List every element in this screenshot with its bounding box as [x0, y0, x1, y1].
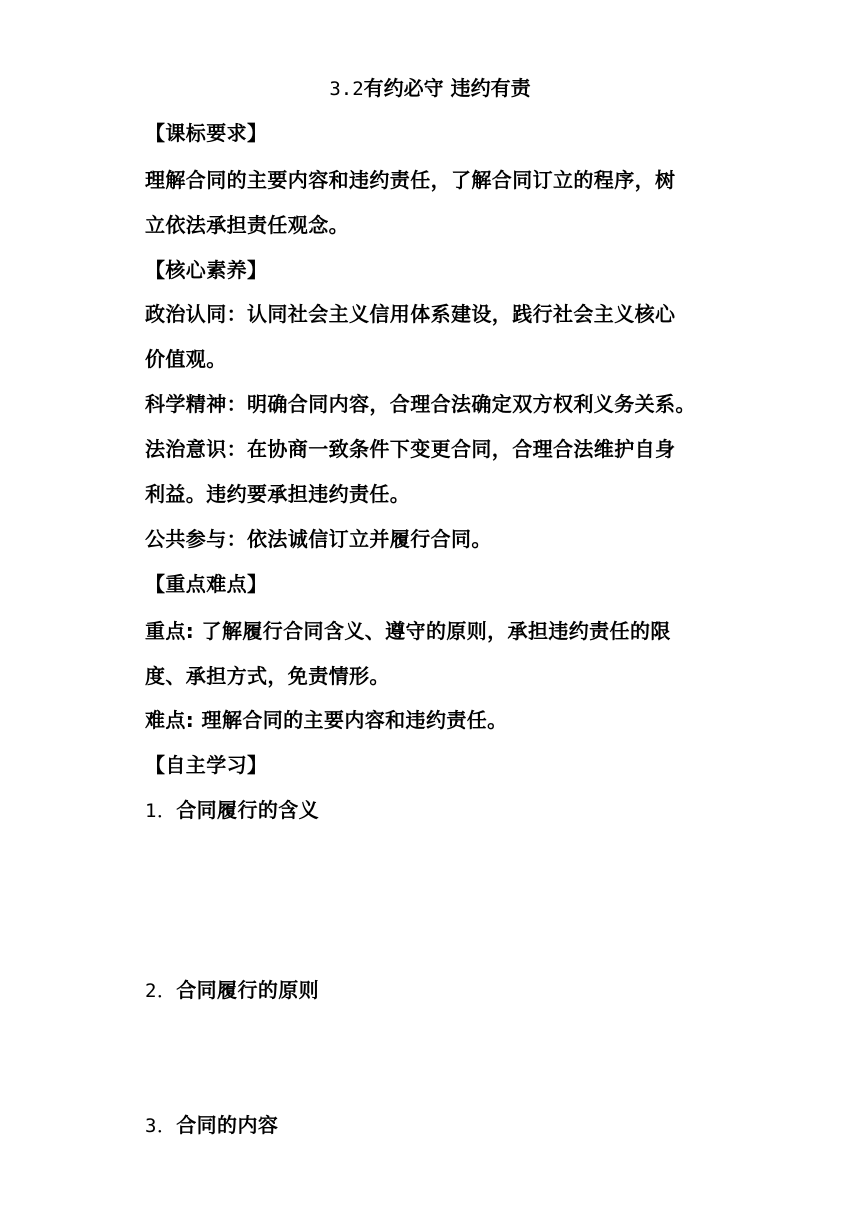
- literacy-science: 科学精神：明确合同内容，合理合法确定双方权利义务关系。: [145, 392, 696, 416]
- study-item-2-label: 合同履行的原则: [176, 978, 320, 1002]
- curriculum-heading: 【课标要求】: [145, 121, 268, 145]
- study-item-3-number: 3．: [145, 1115, 177, 1137]
- literacy-heading: 【核心素养】: [145, 258, 268, 282]
- self-study-heading: 【自主学习】: [145, 753, 268, 777]
- key-point-line-2: 度、承担方式，免责情形。: [145, 664, 390, 688]
- title-text: 有约必守 违约有责: [363, 76, 531, 100]
- literacy-political-line-1: 政治认同：认同社会主义信用体系建设，践行社会主义核心: [145, 302, 676, 326]
- page-title: [0, 75, 860, 102]
- study-item-2: [145, 977, 725, 1004]
- study-item-3: [145, 1112, 725, 1139]
- difficult-point: 难点: 理解合同的主要内容和违约责任。: [145, 708, 508, 732]
- key-points-heading: 【重点难点】: [145, 572, 268, 596]
- curriculum-text-line-2: 立依法承担责任观念。: [145, 213, 349, 237]
- study-item-3-label: 合同的内容: [176, 1113, 279, 1137]
- key-point-line-1: 重点: 了解履行合同含义、遵守的原则，承担违约责任的限: [145, 619, 671, 643]
- literacy-law-line-2: 利益。违约要承担违约责任。: [145, 482, 411, 506]
- study-item-2-number: 2．: [145, 980, 177, 1002]
- study-item-1-label: 合同履行的含义: [176, 798, 320, 822]
- study-item-1: [145, 797, 725, 824]
- literacy-participation: 公共参与：依法诚信订立并履行合同。: [145, 527, 492, 551]
- literacy-political-line-2: 价值观。: [145, 347, 227, 371]
- literacy-law-line-1: 法治意识：在协商一致条件下变更合同，合理合法维护自身: [145, 437, 676, 461]
- study-item-1-number: 1．: [145, 800, 177, 822]
- title-number: 3.2: [329, 78, 364, 100]
- curriculum-text-line-1: 理解合同的主要内容和违约责任，了解合同订立的程序，树: [145, 168, 676, 192]
